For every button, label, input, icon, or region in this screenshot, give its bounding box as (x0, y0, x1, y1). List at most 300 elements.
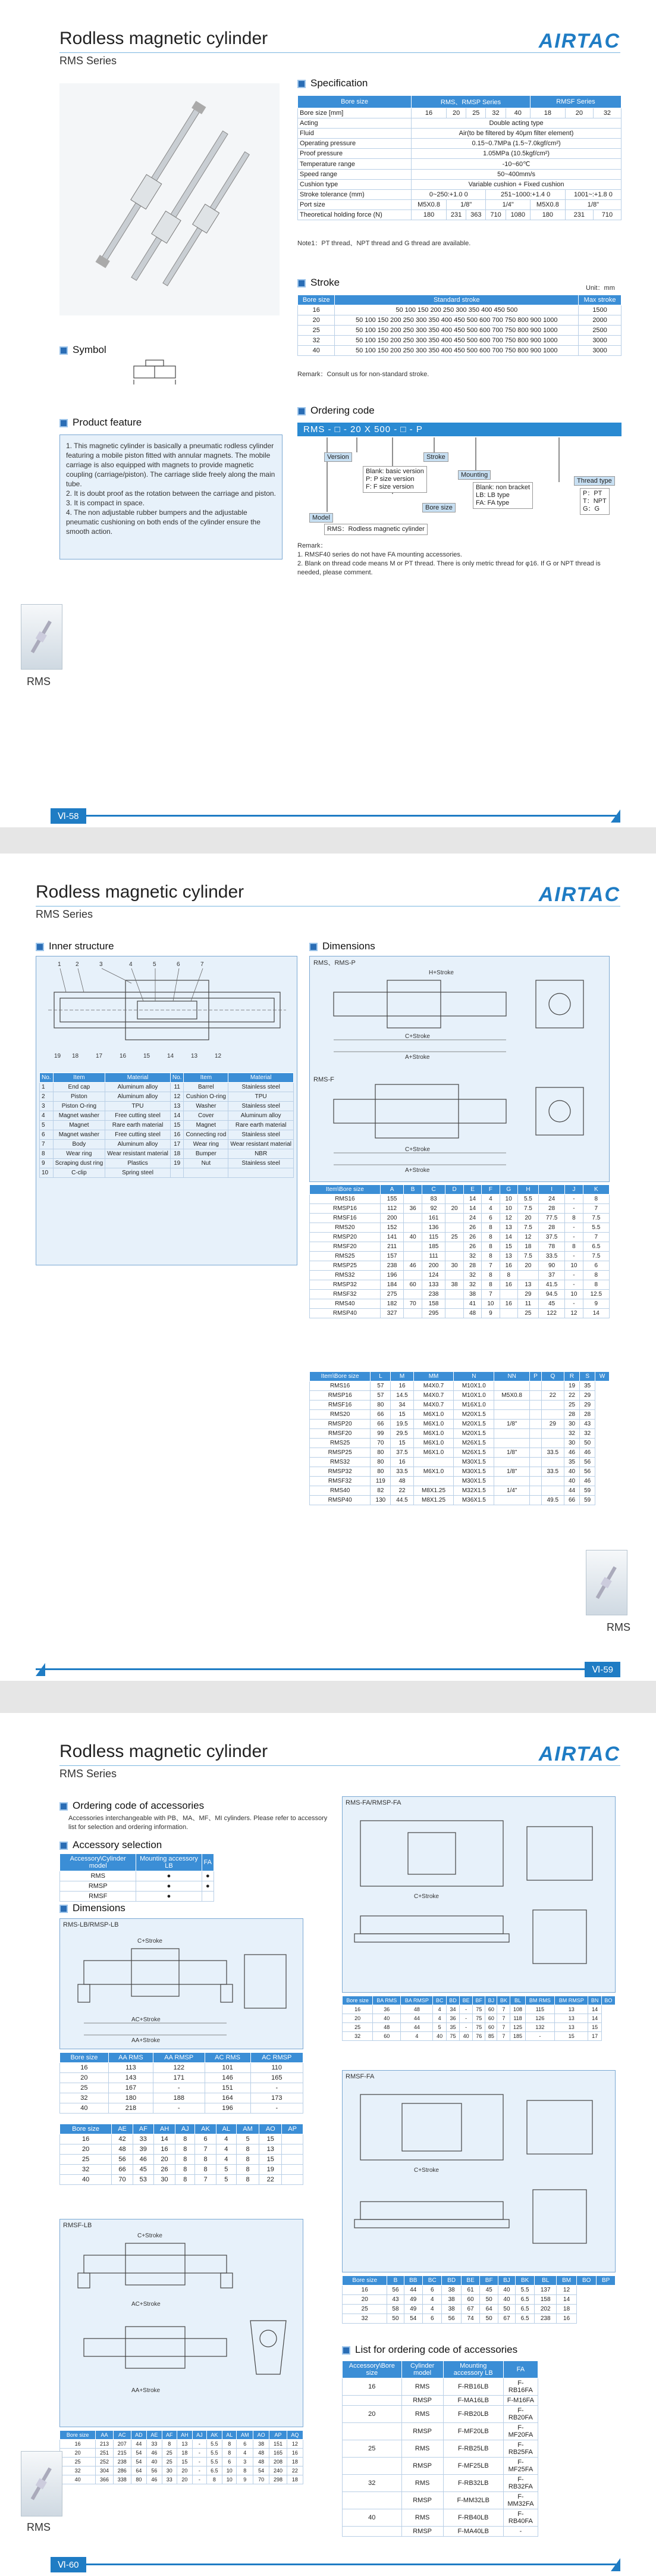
table-cell (530, 1496, 542, 1505)
table-cell: 61 (461, 2286, 480, 2295)
table-cell: 13 (177, 2440, 192, 2449)
table-cell: 200 (380, 1214, 404, 1223)
table-cell (494, 1477, 530, 1486)
table-cell: 20 (517, 1214, 538, 1223)
table-cell: 202 (535, 2305, 557, 2314)
spec-heading: Specification (297, 77, 368, 89)
lbf-drawing-panel (59, 2219, 303, 2427)
table-cell: F-MF25FA (503, 2458, 538, 2475)
table-cell: - (565, 1223, 583, 1233)
table-cell (500, 1309, 517, 1318)
table-cell: 70 (404, 1299, 422, 1309)
table-cell (541, 1400, 564, 1410)
table-cell: RMS25 (310, 1252, 381, 1261)
table-cell (494, 1439, 530, 1448)
table-cell: 16 (60, 2134, 112, 2144)
table-cell: 60 (485, 2023, 497, 2032)
table-cell (494, 1496, 530, 1505)
table-cell: 75 (446, 2032, 459, 2041)
table-cell: 18 (517, 1242, 538, 1252)
table-cell: 13 (500, 1223, 517, 1233)
table-row (310, 1439, 610, 1448)
table-cell: 110 (250, 2063, 303, 2073)
svg-text:17: 17 (96, 1053, 103, 1059)
table-cell: 6.5 (583, 1242, 609, 1252)
table-cell: RMSP32 (310, 1280, 381, 1290)
svg-text:16: 16 (120, 1053, 127, 1059)
table-cell: RMSP25 (310, 1261, 381, 1271)
table-cell: 28 (538, 1204, 564, 1214)
table-cell: 4 (433, 2005, 446, 2014)
svg-text:5: 5 (153, 961, 156, 968)
table-cell: 4 (423, 2305, 442, 2314)
table-cell: 56 (580, 1458, 595, 1467)
airtac-logo: AIRTAC (538, 883, 620, 906)
table-cell: - (460, 2005, 473, 2014)
table-cell: 215 (113, 2449, 131, 2458)
symbol-heading: Symbol (59, 344, 106, 356)
cylinders-image (59, 83, 280, 315)
table-cell: 13 (555, 2023, 588, 2032)
table-row (310, 1309, 610, 1318)
table-cell: 40 (60, 2175, 112, 2185)
table-cell: 54 (131, 2449, 146, 2458)
table-cell: 196 (205, 2103, 250, 2114)
table-cell: 54 (131, 2458, 146, 2466)
table-cell: 327 (380, 1309, 404, 1318)
table-cell: RMS (401, 2475, 443, 2492)
table-row (310, 1496, 610, 1505)
table-cell: 16 (500, 1299, 517, 1309)
table-cell: 75 (473, 2005, 485, 2014)
table-cell (530, 1391, 542, 1400)
table-cell: 32 (564, 1429, 579, 1439)
spec-table: Bore size RMS、RMSP Series RMSF Series Bore size [mm] 16 20 25 32 40 18 20 32 Acting Double acting type Fluid Air(to be filtered by 40μm filter element) Operating pressure 0.15~0.7MPa (1.5~7.0kgf/cm²) Proof pressure 1.05MPa (10.5kgf/cm²) Temperature range -10~60℃ Speed range 50~400mm/s Cushion type Variable cushion + Fixed cushion Stroke tolerance (mm) 0~250:+1.0 0 251~1000:+1.4 0 1001~:+1.8 0 Port size M5X0.8 1/8" 1/4" M5X0.8 1/8" Theoretical holding force (N) 180 231 363 710 1080 180 231 710 (297, 95, 622, 220)
table-cell: 10 (500, 1195, 517, 1204)
page-vi-59 (0, 854, 656, 1681)
table-cell: 4 (482, 1195, 500, 1204)
table-row (343, 2492, 538, 2509)
table-cell (445, 1299, 463, 1309)
table-cell: F-MF20FA (503, 2423, 538, 2440)
table-cell: 180 (108, 2093, 153, 2103)
faf-title: RMSF-FA (346, 2073, 375, 2080)
table-cell (541, 1429, 564, 1439)
table-cell: M4X0.7 (413, 1391, 454, 1400)
table-cell: 64 (480, 2305, 498, 2314)
table-cell: 8 (236, 2175, 259, 2185)
table-cell: 75 (473, 2023, 485, 2032)
table-cell: 5.5 (206, 2440, 222, 2449)
table-cell: 196 (380, 1271, 404, 1280)
table-cell: 30 (564, 1420, 579, 1429)
inner-structure-drawing (36, 956, 297, 1070)
fa-drawing-panel (342, 1796, 616, 1993)
table-row (60, 2093, 303, 2103)
ord-version-options: Blank: basic version P: P size version F: F size version (363, 466, 427, 493)
table-cell: 40 (404, 1233, 422, 1242)
table-cell: 59 (580, 1486, 595, 1496)
table-cell: RMS20 (310, 1223, 381, 1233)
table-cell: F-RB25FA (503, 2440, 538, 2458)
table-cell: 213 (96, 2440, 114, 2449)
svg-text:AA+Stroke: AA+Stroke (131, 2037, 161, 2044)
table-cell: 9 (583, 1299, 609, 1309)
table-cell: 4 (401, 2032, 433, 2041)
table-cell: 67 (498, 2314, 516, 2324)
footer-rule (59, 815, 620, 817)
list-heading: List for ordering code of accessories (342, 2344, 517, 2356)
table-cell: RMS20 (310, 1410, 371, 1420)
table-cell: 49 (404, 2295, 423, 2305)
table-row (310, 1467, 610, 1477)
table-row (310, 1290, 610, 1299)
table-cell: 5.5 (206, 2449, 222, 2458)
table-cell (445, 1214, 463, 1223)
table-cell: 44 (564, 1486, 579, 1496)
table-cell: 8 (206, 2475, 222, 2484)
table-cell: RMSP (401, 2423, 443, 2440)
table-cell: 9 (237, 2475, 253, 2484)
table-cell: 66 (112, 2165, 133, 2175)
table-row (310, 1233, 610, 1242)
table-cell: 295 (422, 1309, 445, 1318)
table-cell: 48 (401, 2005, 433, 2014)
table-cell: - (460, 2014, 473, 2023)
table-cell: 45 (538, 1299, 564, 1309)
table-cell: 43 (580, 1420, 595, 1429)
table-cell: - (250, 2103, 303, 2114)
table-cell: 29 (541, 1420, 564, 1429)
table-cell: 251 (96, 2449, 114, 2458)
table-cell: M20X1.5 (454, 1429, 494, 1439)
table-cell: M6X1.0 (413, 1429, 454, 1439)
acc-selection-table: Accessory\Cylinder model Mounting accessory LB FA RMS ● ● RMSP ● ● RMSF ● (59, 1853, 214, 1902)
table-cell: M36X1.5 (454, 1496, 494, 1505)
table-cell: 185 (510, 2032, 525, 2041)
table-cell: 32 (463, 1280, 481, 1290)
lb-table-a: Bore size AA RMS AA RMSP AC RMS AC RMSP 16 113 122 101 110 20 143 171 146 165 25 167 - 151 - 32 180 188 164 173 40 218 - 196 - (59, 2052, 303, 2114)
table-cell: 20 (343, 2014, 373, 2023)
table-cell: M6X1.0 (413, 1448, 454, 1458)
table-cell: 70 (371, 1439, 391, 1448)
table-cell: 66 (371, 1420, 391, 1429)
table-cell: 8 (482, 1280, 500, 1290)
table-cell: 108 (510, 2005, 525, 2014)
fa-table: Bore size BA RMS BA RMSP BC BD BE BF BJ BK BL BM RMS BM RMSP BN BO 16 36 48 4 34 - 75 60 7 108 115 13 14 20 40 44 4 36 - 75 60 7 118 126 13 14 25 48 44 5 35 - 75 60 7 125 132 13 15 32 60 4 40 75 40 76 85 7 185 - 15 17 (342, 1996, 616, 2041)
faf-table: Bore size B BB BC BD BE BF BJ BK BL BM BO BP 16 56 44 6 38 61 45 40 5.5 137 12 20 43 49 4 38 60 50 40 6.5 158 14 25 58 49 4 38 67 64 50 6.5 202 18 32 50 54 6 56 74 50 67 6.5 238 16 (342, 2275, 616, 2324)
table-cell: RMSF20 (310, 1242, 381, 1252)
table-cell: 10 (222, 2466, 237, 2475)
table-cell: 75 (473, 2014, 485, 2023)
page-title: Rodless magnetic cylinder (36, 882, 244, 902)
table-cell: 94.5 (538, 1290, 564, 1299)
table-cell: 113 (108, 2063, 153, 2073)
table-cell: 1/4" (494, 1486, 530, 1496)
table-cell: RMS (401, 2406, 443, 2423)
table-cell: 44 (404, 2286, 423, 2295)
table-cell: 15 (259, 2134, 282, 2144)
table-cell: 6 (423, 2286, 442, 2295)
table-cell: 5.5 (583, 1223, 609, 1233)
stroke-heading: Stroke (297, 277, 340, 289)
table-cell: 238 (422, 1290, 445, 1299)
table-cell: 32 (580, 1429, 595, 1439)
table-cell: 44 (131, 2440, 146, 2449)
table-cell: 20 (177, 2466, 192, 2475)
table-cell: 60 (373, 2032, 401, 2041)
table-cell: 19 (259, 2165, 282, 2175)
table-row (310, 1477, 610, 1486)
table-row (343, 2378, 538, 2396)
table-cell: F-MF25LB (443, 2458, 503, 2475)
table-cell: 46 (580, 1477, 595, 1486)
table-row (343, 2014, 616, 2023)
table-cell: 41.5 (538, 1280, 564, 1290)
table-cell: - (193, 2475, 207, 2484)
table-cell: - (193, 2466, 207, 2475)
table-cell: RMSP (401, 2396, 443, 2406)
table-cell: 14 (500, 1233, 517, 1242)
table-cell: 182 (380, 1299, 404, 1309)
table-cell: 6.5 (206, 2466, 222, 2475)
table-cell: RMS32 (310, 1271, 381, 1280)
table-cell: 48 (253, 2458, 269, 2466)
table-cell: 4 (433, 2014, 446, 2023)
table-cell: 38 (253, 2440, 269, 2449)
table-cell: 44 (401, 2023, 433, 2032)
table-cell: 15 (555, 2032, 588, 2041)
ord-stroke-label: Stroke (423, 452, 448, 462)
table-row (310, 1223, 610, 1233)
table-cell (343, 2527, 402, 2537)
table-cell: 16 (557, 2314, 577, 2324)
lb-drawing (60, 1919, 304, 2050)
table-cell: M8X1.25 (413, 1496, 454, 1505)
table-cell: 54 (253, 2466, 269, 2475)
table-cell: 54 (404, 2314, 423, 2324)
table-cell (530, 1420, 542, 1429)
table-cell: 141 (380, 1233, 404, 1242)
table-cell: 13 (500, 1252, 517, 1261)
table-cell: 16 (500, 1280, 517, 1290)
table-cell: 4 (216, 2155, 236, 2165)
table-cell: 57 (371, 1391, 391, 1400)
table-cell: RMSP40 (310, 1496, 371, 1505)
table-cell: 4 (237, 2449, 253, 2458)
table-cell: RMSF16 (310, 1400, 371, 1410)
table-cell (413, 1477, 454, 1486)
table-cell: 8 (482, 1223, 500, 1233)
table-row (60, 2458, 303, 2466)
table-row (343, 2032, 616, 2041)
table-cell: 6 (423, 2314, 442, 2324)
table-cell: 32 (60, 2093, 109, 2103)
table-cell (530, 1429, 542, 1439)
table-cell: 7 (497, 2023, 510, 2032)
table-cell (500, 1290, 517, 1299)
table-row (60, 2449, 303, 2458)
table-cell: - (565, 1271, 583, 1280)
table-cell (404, 1309, 422, 1318)
svg-text:AC+Stroke: AC+Stroke (131, 2017, 161, 2023)
table-row (310, 1410, 610, 1420)
table-cell: 46 (147, 2449, 162, 2458)
table-cell: 8 (583, 1280, 609, 1290)
table-cell: 40 (343, 2509, 402, 2527)
table-cell (494, 1429, 530, 1439)
table-cell: 30 (445, 1261, 463, 1271)
table-cell: 40 (60, 2103, 109, 2114)
table-row (310, 1214, 610, 1223)
title-rule (59, 1765, 620, 1766)
table-cell (445, 1195, 463, 1204)
table-cell: 7 (583, 1233, 609, 1242)
table-cell: 155 (380, 1195, 404, 1204)
table-row (343, 2295, 616, 2305)
table-cell (541, 1439, 564, 1448)
table-cell: 12 (500, 1214, 517, 1223)
table-row (60, 2475, 303, 2484)
table-cell: F-MM32FA (503, 2492, 538, 2509)
table-cell: RMSP25 (310, 1448, 371, 1458)
table-cell: 22 (259, 2175, 282, 2185)
table-cell: RMS (401, 2378, 443, 2396)
table-cell: 19 (564, 1381, 579, 1391)
svg-text:A+Stroke: A+Stroke (405, 1054, 430, 1061)
table-cell: 8 (175, 2175, 195, 2185)
feature-1: 1. This magnetic cylinder is basically a pneumatic rodless cylinder featuring a mobile piston fitted with annular magnets. The mobile carriage is also equipped with magnets to provide magnetic coupling (carriage/piston). The carriage slide freely along the main tube. (66, 442, 275, 488)
table-cell: 8 (195, 2165, 216, 2175)
table-cell: 10 (500, 1204, 517, 1214)
table-row (310, 1252, 610, 1261)
table-cell: 66 (564, 1496, 579, 1505)
ord-model-desc: RMS：Rodless magnetic cylinder (324, 524, 428, 535)
table-cell: 40 (373, 2014, 401, 2023)
lb-table-b: Bore size AE AF AH AJ AK AL AM AO AP 16 42 33 14 8 6 4 5 15 20 48 39 16 8 7 4 8 13 25 56 46 20 8 8 4 8 15 32 66 45 26 8 8 5 8 19 40 70 53 30 8 7 5 8 22 (59, 2124, 303, 2185)
table-cell: RMS40 (310, 1299, 381, 1309)
table-cell: F-MM32LB (443, 2492, 503, 2509)
feature-heading: Product feature (59, 417, 142, 429)
table-cell: 50 (387, 2314, 404, 2324)
svg-text:4: 4 (129, 961, 133, 968)
table-row (60, 2165, 303, 2175)
table-cell: 74 (461, 2314, 480, 2324)
table-cell: 48 (253, 2449, 269, 2458)
table-cell (494, 1400, 530, 1410)
side-tab-label: RMS (27, 676, 51, 687)
table-cell: - (193, 2458, 207, 2466)
table-cell: 22 (541, 1391, 564, 1400)
spec-note: Note1：PT thread、NPT thread and G thread are available. (297, 240, 471, 247)
acc-sel-heading: Accessory selection (59, 1839, 162, 1851)
svg-text:C+Stroke: C+Stroke (405, 1146, 430, 1153)
svg-text:2: 2 (76, 961, 79, 968)
faf-drawing-panel (342, 2070, 616, 2272)
table-cell: M4X0.7 (413, 1381, 454, 1391)
product-photo (59, 83, 280, 315)
table-cell: 152 (380, 1223, 404, 1233)
table-cell: 56 (147, 2466, 162, 2475)
table-cell: - (460, 2023, 473, 2032)
table-cell: 8 (237, 2466, 253, 2475)
table-cell: 8 (482, 1242, 500, 1252)
table-row (343, 2509, 538, 2527)
table-cell: 16 (287, 2449, 303, 2458)
table-cell: 3 (237, 2458, 253, 2466)
table-cell: RMSP40 (310, 1309, 381, 1318)
table-cell (404, 1290, 422, 1299)
dims-table-b: Item\Bore size L M MM N NN P Q R S W RMS16 57 16 M4X0.7 M10X1.0 19 35 RMSP16 57 14.5 M4X0.7 M10X1.0 M5X0.8 22 22 29 RMSF16 80 34 M4X0.7 M16X1.0 25 29 RMS20 66 15 M6X1.0 M20X1.5 28 28 RMSP20 66 19.5 M6X1.0 M20X1.5 1/8" 29 30 43 RMSF20 99 29.5 M6X1.0 M20X1.5 32 32 RMS25 70 15 M6X1.0 M26X1.5 30 50 RMSP25 80 37.5 M6X1.0 M26X1.5 1/8" 33.5 46 46 RMS32 80 16 M30X1.5 35 56 RMSP32 80 33.5 M6X1.0 M30X1.5 1/8" 33.5 40 56 RMSF32 119 48 M30X1.5 40 46 RMS40 82 22 M8X1.25 M32X1.5 1/4" 44 59 RMSP40 130 44.5 M8X1.25 M36X1.5 49.5 66 59 (309, 1371, 610, 1505)
footer-rule (59, 2564, 620, 2565)
table-cell: 6 (583, 1261, 609, 1271)
table-cell: 13 (517, 1280, 538, 1290)
table-cell: 80 (371, 1448, 391, 1458)
svg-text:C+Stroke: C+Stroke (414, 1893, 439, 1900)
table-cell (445, 1309, 463, 1318)
table-row (343, 2023, 616, 2032)
table-cell: 111 (422, 1252, 445, 1261)
table-cell: 64 (131, 2466, 146, 2475)
table-cell (530, 1448, 542, 1458)
table-cell: 15 (391, 1410, 413, 1420)
table-cell: 10 (565, 1261, 583, 1271)
table-cell: 8 (222, 2440, 237, 2449)
table-cell: 7 (497, 2014, 510, 2023)
table-cell (530, 1486, 542, 1496)
table-row (310, 1458, 610, 1467)
table-row (343, 2286, 616, 2295)
table-cell: 46 (580, 1448, 595, 1458)
table-cell: 48 (463, 1309, 481, 1318)
table-cell: 16 (343, 2005, 373, 2014)
table-cell: 22 (287, 2466, 303, 2475)
ordering-heading: Ordering code (297, 405, 375, 417)
table-cell: 49 (404, 2305, 423, 2314)
table-cell: 14 (557, 2295, 577, 2305)
table-cell: M32X1.5 (454, 1486, 494, 1496)
table-row (60, 2134, 303, 2144)
table-cell: 7 (482, 1290, 500, 1299)
table-row (60, 2083, 303, 2093)
table-cell (404, 1223, 422, 1233)
table-cell: 167 (108, 2083, 153, 2093)
table-cell: 24 (463, 1214, 481, 1223)
stroke-table: Bore size Standard stroke Max stroke 16 50 100 150 200 250 300 350 400 450 500 1500 20 50 100 150 200 250 300 350 400 450 500 600 700 750 800 900 1000 2000 25 50 100 150 200 250 300 350 400 450 500 600 700 750 800 900 1000 2500 32 50 100 150 200 250 300 350 400 450 500 600 700 750 800 900 1000 3000 40 50 100 150 200 250 300 350 400 450 500 600 700 750 800 900 1000 3000 (297, 295, 622, 356)
table-cell: 32 (60, 2165, 112, 2175)
table-cell: 10 (222, 2475, 237, 2484)
table-cell: 48 (391, 1477, 413, 1486)
table-cell: 12.5 (583, 1290, 609, 1299)
series-label: RMS Series (59, 1768, 117, 1780)
table-cell: 132 (525, 2023, 554, 2032)
table-cell: 18 (287, 2458, 303, 2466)
table-cell: 34 (446, 2005, 459, 2014)
table-cell: 60 (404, 1280, 422, 1290)
feature-3: 3. It is compact in space. (66, 499, 145, 507)
table-cell: 14 (463, 1204, 481, 1214)
table-cell: - (525, 2032, 554, 2041)
table-cell (530, 1477, 542, 1486)
table-cell: 5 (433, 2023, 446, 2032)
table-cell: 8 (222, 2449, 237, 2458)
table-cell: 14.5 (391, 1391, 413, 1400)
table-cell: 5 (236, 2134, 259, 2144)
table-cell: 60 (485, 2005, 497, 2014)
table-cell: 38 (463, 1290, 481, 1299)
table-row (343, 2475, 538, 2492)
table-cell: 115 (525, 2005, 554, 2014)
